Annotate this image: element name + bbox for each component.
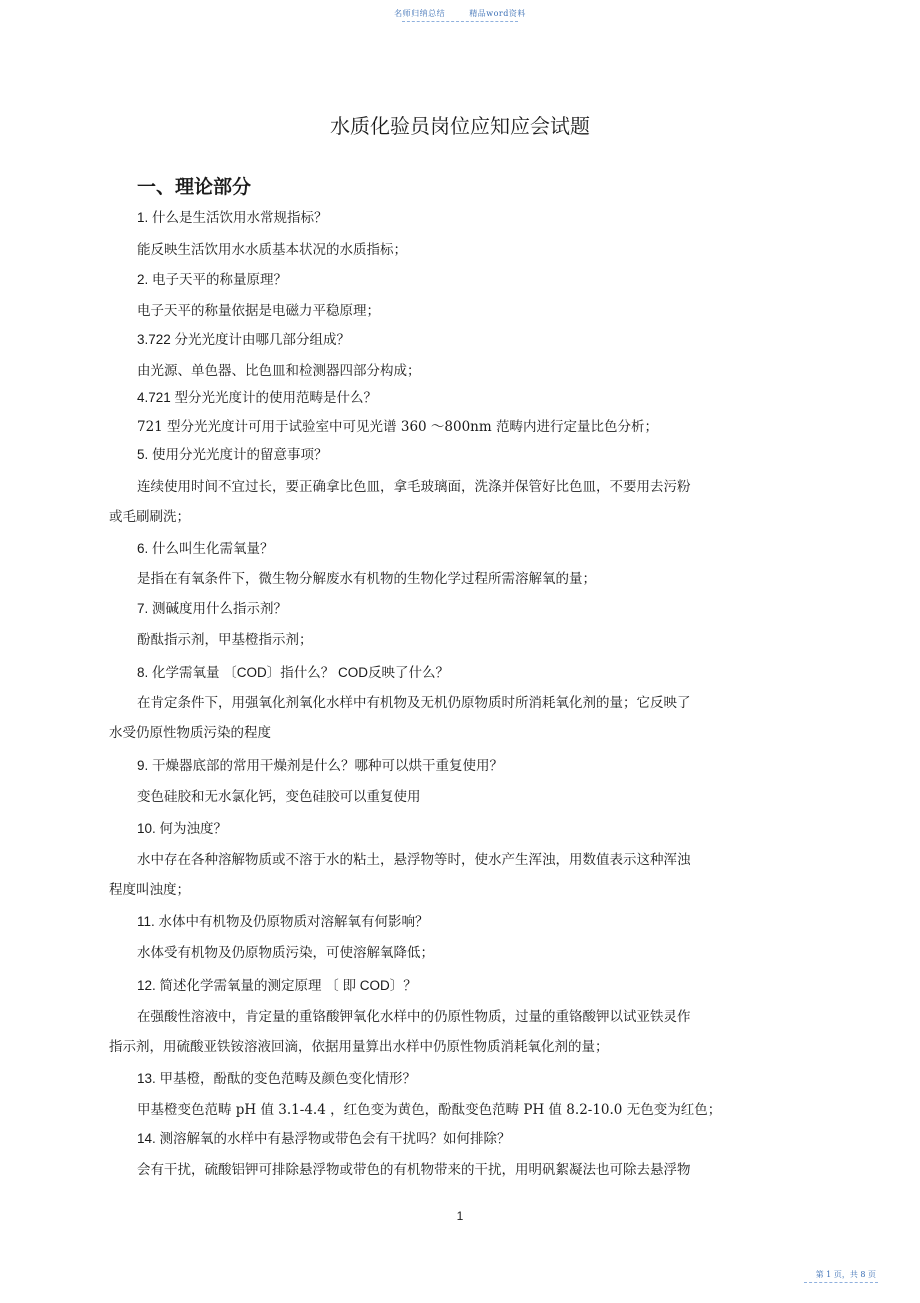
answer-line: 程度叫浊度；	[109, 882, 190, 898]
answer-line: 在强酸性溶液中，肯定量的重铬酸钾氧化水样中的仍原性物质，过量的重铬酸钾以试亚铁灵作	[137, 1009, 691, 1025]
header-divider	[402, 21, 518, 22]
question-line: 8. 化学需氧量 〔COD〕指什么？ COD反映了什么？	[137, 665, 450, 680]
question-line: 11. 水体中有机物及仍原物质对溶解氧有何影响？	[137, 914, 429, 929]
question-line: 4.721 型分光光度计的使用范畴是什么？	[137, 390, 378, 405]
header-right-text: 精品word资料	[469, 9, 526, 18]
page-header	[0, 8, 920, 19]
answer-line: 指示剂，用硫酸亚铁铵溶液回滴，依据用量算出水样中仍原性物质消耗氧化剂的量；	[109, 1039, 609, 1055]
page-number: 1	[456, 1209, 464, 1223]
answer-line: 是指在有氧条件下，微生物分解废水有机物的生物化学过程所需溶解氧的量；	[137, 571, 596, 587]
answer-line: 能反映生活饮用水水质基本状况的水质指标；	[137, 242, 407, 258]
footer-divider	[804, 1282, 878, 1283]
header-left-text: 名师归纳总结	[394, 9, 446, 18]
answer-line: 电子天平的称量依据是电磁力平稳原理；	[137, 303, 380, 319]
question-line: 3.722 分光光度计由哪几部分组成？	[137, 332, 351, 347]
answer-line: 水体受有机物及仍原物质污染，可使溶解氧降低；	[137, 945, 434, 961]
question-line: 6. 什么叫生化需氧量？	[137, 541, 274, 556]
question-line: 9. 干燥器底部的常用干燥剂是什么？哪种可以烘干重复使用？	[137, 758, 504, 773]
question-line: 12. 简述化学需氧量的测定原理 〔 即 COD〕？	[137, 978, 417, 993]
section-heading: 一、理论部分	[137, 176, 252, 198]
answer-line: 在肯定条件下，用强氧化剂氧化水样中有机物及无机仍原物质时所消耗氧化剂的量；它反映了	[137, 695, 691, 711]
answer-line: 或毛刷刷洗；	[109, 509, 190, 525]
question-line: 7. 测碱度用什么指示剂？	[137, 601, 288, 616]
answer-line: 由光源、单色器、比色皿和检测器四部分构成；	[137, 363, 421, 379]
answer-line: 酚酞指示剂，甲基橙指示剂；	[137, 632, 313, 648]
answer-line: 连续使用时间不宜过长，要正确拿比色皿，拿毛玻璃面，洗涤并保管好比色皿，不要用去污粉	[137, 479, 691, 495]
document-title: 水质化验员岗位应知应会试题	[330, 114, 590, 138]
answer-line: 水中存在各种溶解物质或不溶于水的粘土，悬浮物等时，使水产生浑浊，用数值表示这种浑浊	[137, 852, 691, 868]
question-line: 5. 使用分光光度计的留意事项？	[137, 447, 328, 462]
question-line: 14. 测溶解氧的水样中有悬浮物或带色会有干扰吗？如何排除？	[137, 1131, 511, 1146]
question-line: 2. 电子天平的称量原理？	[137, 272, 288, 287]
answer-line: 721 型分光光度计可用于试验室中可见光谱 360 ～800nm 范畴内进行定量比色分析；	[137, 419, 658, 435]
question-line: 10. 何为浊度？	[137, 821, 228, 836]
answer-line: 水受仍原性物质污染的程度	[109, 725, 271, 741]
question-line: 1. 什么是生活饮用水常规指标？	[137, 210, 328, 225]
answer-line: 会有干扰，硫酸铝钾可排除悬浮物或带色的有机物带来的干扰，用明矾絮凝法也可除去悬浮物	[137, 1162, 691, 1178]
answer-line: 变色硅胶和无水氯化钙，变色硅胶可以重复使用	[137, 789, 421, 805]
page-footer: 第 1 页，共 8 页	[815, 1270, 876, 1279]
answer-line: 甲基橙变色范畴 pH 值 3.1-4.4 ，红色变为黄色，酚酞变色范畴 PH 值 8.2-10.0 无色变为红色；	[137, 1102, 722, 1118]
question-line: 13. 甲基橙，酚酞的变色范畴及颜色变化情形？	[137, 1071, 417, 1086]
